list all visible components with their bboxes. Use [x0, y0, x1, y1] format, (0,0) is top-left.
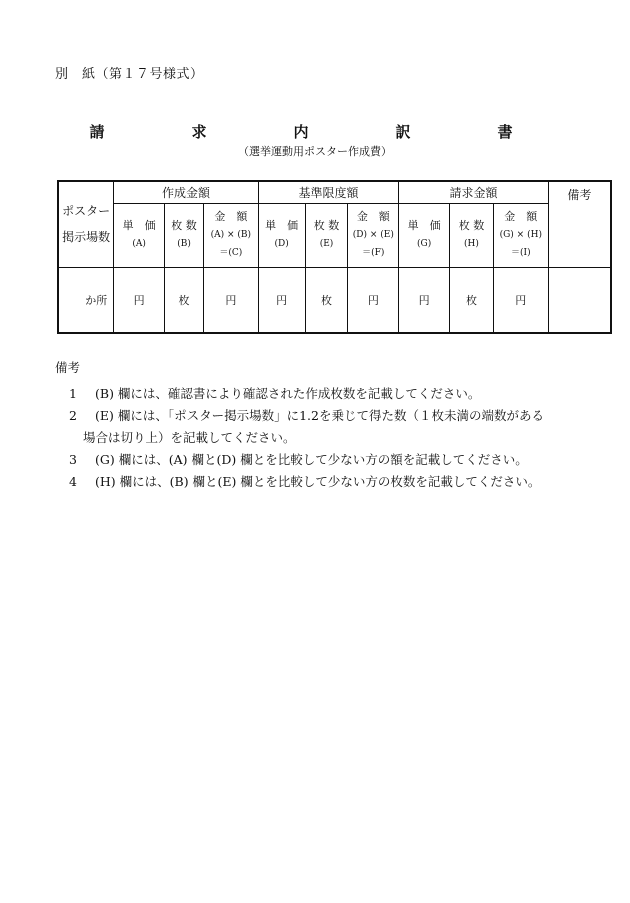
col-code-result: ＝(I) [511, 248, 531, 258]
col-code: (A) [132, 239, 146, 249]
col-label: 枚 数 [458, 219, 485, 232]
note-text: (G) 欄には、(A) 欄と(D) 欄とを比較して少ない方の額を記載してください。 [95, 452, 528, 467]
document-subtitle: （選挙運動用ポスター作成費） [238, 145, 392, 158]
unit-label: 枚 [465, 293, 477, 307]
col-amount-c [203, 203, 258, 267]
note-text: (H) 欄には、(B) 欄と(E) 欄とを比較して少ない方の枚数を記載してください。 [95, 474, 541, 489]
section-remarks [548, 181, 611, 267]
col-label: 金 額 [356, 210, 390, 223]
col-code: (D) [274, 239, 289, 249]
unit-label: 円 [367, 293, 379, 307]
col-amount-i [493, 203, 548, 267]
col-label: 金 額 [214, 210, 248, 223]
col-code: (H) [464, 239, 479, 249]
note-item [55, 471, 544, 493]
col-code-result: ＝(C) [219, 248, 243, 258]
col-code: (D) × (E) [352, 230, 394, 240]
count-b-cell[interactable] [165, 267, 204, 333]
col-label: 枚 数 [171, 219, 197, 232]
col-code: (E) [319, 239, 334, 249]
col-label: 単 価 [407, 219, 441, 232]
note-item [55, 383, 544, 405]
poster-sites-line2: 掲示場数 [62, 230, 111, 245]
col-code: (B) [177, 239, 191, 249]
notes-heading: 備考 [55, 360, 81, 375]
col-unit-price-g [399, 203, 450, 267]
col-count-b [165, 203, 204, 267]
col-label: 単 価 [265, 219, 299, 232]
unit-label: 円 [276, 293, 288, 307]
remarks-cell[interactable] [548, 267, 611, 333]
col-code: (G) [417, 239, 432, 249]
col-unit-price-a [114, 203, 165, 267]
col-code-result: ＝(F) [362, 248, 385, 258]
poster-sites-line1: ポスター [62, 204, 111, 219]
sites-count-cell[interactable] [58, 267, 114, 333]
unit-label: 枚 [320, 293, 332, 307]
count-e-cell[interactable] [305, 267, 348, 333]
amount-f-cell[interactable] [348, 267, 399, 333]
unit-price-g-cell[interactable] [399, 267, 450, 333]
note-item [55, 449, 544, 471]
note-text: 場合は切り上）を記載してください。 [83, 430, 296, 445]
col-count-h [450, 203, 494, 267]
note-number: 4 [69, 474, 77, 489]
section-claim-amount: 請求金額 [399, 181, 548, 203]
breakdown-table [57, 180, 612, 334]
col-amount-f [348, 203, 399, 267]
amount-i-cell[interactable] [493, 267, 548, 333]
col-label: 金 額 [504, 210, 538, 223]
note-item [55, 405, 544, 427]
unit-label: 円 [515, 293, 527, 307]
note-number: 3 [69, 452, 77, 467]
section-production-amount: 作成金額 [114, 181, 258, 203]
section-standard-limit: 基準限度額 [258, 181, 399, 203]
poster-sites-header [58, 181, 114, 267]
unit-label: 円 [418, 293, 430, 307]
remarks-label: 備考 [567, 188, 592, 202]
amount-c-cell[interactable] [203, 267, 258, 333]
col-count-e [305, 203, 348, 267]
note-number: 2 [69, 408, 77, 423]
unit-price-d-cell[interactable] [258, 267, 305, 333]
column-header-row [58, 203, 611, 267]
col-unit-price-d [258, 203, 305, 267]
col-code: (G) × (H) [499, 230, 542, 240]
unit-label: 円 [225, 293, 237, 307]
col-label: 単 価 [122, 219, 156, 232]
col-code: (A) × (B) [210, 230, 252, 240]
count-h-cell[interactable] [450, 267, 494, 333]
note-continuation [55, 427, 544, 449]
section-header-row [58, 181, 611, 203]
note-text: (E) 欄には、「ポスター掲示場数」に1.2を乗じて得た数（１枚未満の端数がある [95, 408, 544, 423]
unit-label: か所 [85, 293, 108, 307]
entry-row [58, 267, 611, 333]
unit-price-a-cell[interactable] [114, 267, 165, 333]
note-text: (B) 欄には、確認書により確認された作成枚数を記載してください。 [95, 386, 481, 401]
form-number-label: 別 紙（第１７号様式） [55, 67, 204, 82]
unit-label: 枚 [178, 293, 190, 307]
notes-section [55, 357, 544, 493]
col-label: 枚 数 [313, 219, 340, 232]
document-title: 請 求 内 訳 書 [89, 123, 549, 141]
unit-label: 円 [133, 293, 145, 307]
note-number: 1 [69, 386, 77, 401]
